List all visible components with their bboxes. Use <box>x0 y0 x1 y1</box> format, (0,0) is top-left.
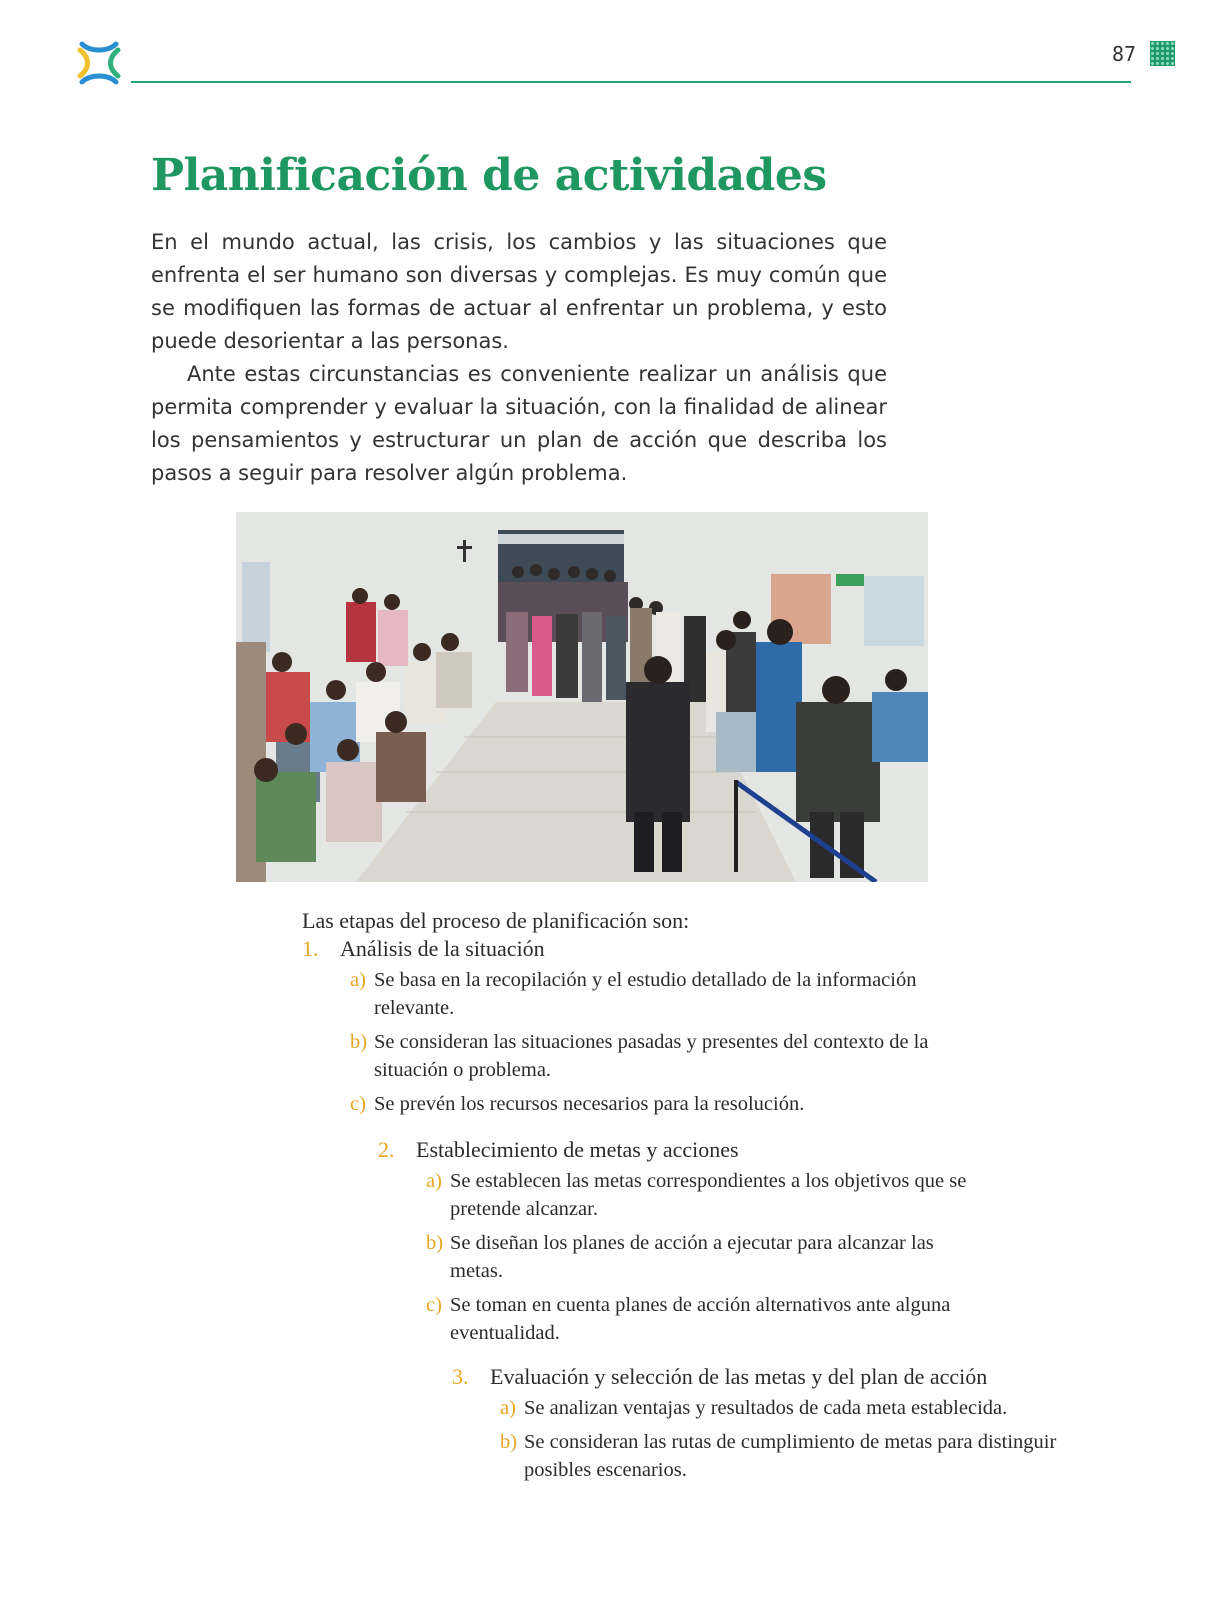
list-item <box>350 1028 990 1084</box>
page-number: 87 <box>1112 42 1137 66</box>
item-letter: c) <box>426 1294 442 1316</box>
steps-intro: Las etapas del proceso de planificación son: <box>302 908 690 933</box>
item-text: Se analizan ventajas y resultados de cada meta establecida. <box>524 1397 1008 1419</box>
step-title: Evaluación y selección de las metas y del plan de acción <box>490 1364 988 1389</box>
item-letter: b) <box>500 1431 518 1453</box>
item-text: Se toman en cuenta planes de acción alternativos ante alguna eventualidad. <box>450 1294 951 1344</box>
item-letter: a) <box>500 1397 516 1419</box>
step-number: 1. <box>302 936 319 961</box>
step-heading <box>452 1362 1172 1392</box>
list-item <box>500 1428 1060 1484</box>
intro-text <box>151 226 887 490</box>
step-title: Análisis de la situación <box>340 936 545 961</box>
step-title: Establecimiento de metas y acciones <box>416 1137 739 1162</box>
step-heading <box>378 1135 1098 1165</box>
list-item <box>426 1167 986 1223</box>
intro-paragraph-2: Ante estas circunstancias es conveniente realizar un análisis que permita comprender y evaluar la situación, con la finalidad de alinear los pensamientos y estructurar un plan de acción que describa los pasos a seguir para resolver algún problema. <box>151 362 887 485</box>
list-item <box>426 1229 986 1285</box>
item-letter: a) <box>350 969 366 991</box>
item-letter: c) <box>350 1093 366 1115</box>
meeting-photo <box>236 512 928 882</box>
item-text: Se diseñan los planes de acción a ejecutar para alcanzar las metas. <box>450 1232 934 1282</box>
header-rule <box>131 81 1131 83</box>
step-1-items <box>350 966 990 1118</box>
step-number: 3. <box>452 1364 469 1389</box>
list-item <box>350 1090 990 1118</box>
step-3 <box>452 1362 1172 1490</box>
item-text: Se prevén los recursos necesarios para la resolución. <box>374 1093 805 1115</box>
step-2 <box>378 1135 1098 1353</box>
step-3-items <box>500 1394 1060 1484</box>
intro-paragraph-1: En el mundo actual, las crisis, los cambios y las situaciones que enfrenta el ser humano son diversas y complejas. Es muy común que se modifiquen las formas de actuar al enfrentar un problema, y esto puede desorientar a las personas. <box>151 230 887 353</box>
page-title: Planificación de actividades <box>151 150 827 201</box>
logo-icon <box>76 40 122 86</box>
item-letter: a) <box>426 1170 442 1192</box>
item-text: Se basa en la recopilación y el estudio detallado de la información relevante. <box>374 969 917 1019</box>
list-item <box>426 1291 986 1347</box>
page-corner-pattern <box>1150 41 1175 66</box>
step-1 <box>302 934 1022 1124</box>
step-2-items <box>426 1167 986 1347</box>
item-text: Se establecen las metas correspondientes a los objetivos que se pretende alcanzar. <box>450 1170 967 1220</box>
item-letter: b) <box>426 1232 444 1254</box>
list-item <box>350 966 990 1022</box>
step-number: 2. <box>378 1137 395 1162</box>
item-text: Se consideran las rutas de cumplimiento de metas para distinguir posibles escenarios. <box>524 1431 1057 1481</box>
list-item <box>500 1394 1060 1422</box>
item-text: Se consideran las situaciones pasadas y presentes del contexto de la situación o problema. <box>374 1031 929 1081</box>
step-heading <box>302 934 1022 964</box>
item-letter: b) <box>350 1031 368 1053</box>
